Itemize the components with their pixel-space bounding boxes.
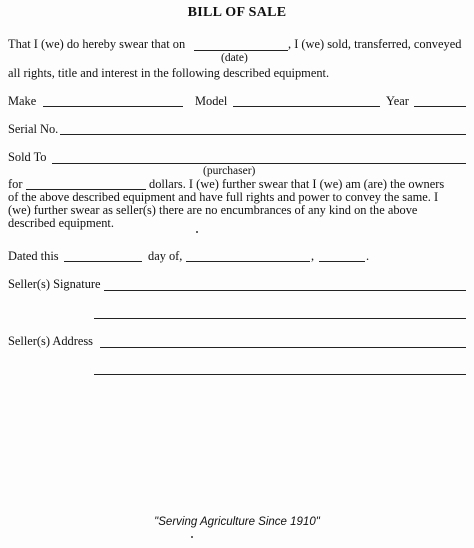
form-title: BILL OF SALE — [187, 5, 287, 20]
year-signed-field[interactable] — [319, 261, 365, 262]
dated-label: Dated this — [8, 249, 59, 263]
year-label: Year — [386, 94, 409, 108]
seller-signature-label: Seller(s) Signature — [8, 277, 101, 291]
encumbrance-statement-line1: (we) further swear as seller(s) there are no encumbrances of any kind on the above — [8, 203, 418, 217]
seller-address-field-2[interactable] — [94, 374, 466, 375]
for-label: for — [8, 177, 23, 191]
purchaser-caption: (purchaser) — [203, 165, 256, 177]
sale-statement-end: all rights, title and interest in the following described equipment. — [8, 66, 330, 80]
model-label: Model — [195, 94, 228, 108]
seller-address-label: Seller(s) Address — [8, 334, 93, 348]
make-field[interactable] — [43, 106, 183, 107]
seller-signature-field-2[interactable] — [94, 318, 466, 319]
date-caption: (date) — [221, 52, 248, 64]
sale-date-field[interactable] — [194, 50, 288, 51]
sale-statement-start: That I (we) do hereby swear that on — [8, 37, 186, 51]
day-field[interactable] — [64, 261, 142, 262]
scan-speck — [196, 231, 198, 233]
ownership-statement-line2: of the above described equipment and have full rights and power to convey the same. I — [8, 190, 439, 204]
year-field[interactable] — [414, 106, 466, 107]
sold-to-label: Sold To — [8, 150, 47, 164]
purchaser-field[interactable] — [52, 163, 466, 164]
date-comma: , — [311, 249, 315, 263]
make-label: Make — [8, 94, 37, 108]
ownership-statement-line1: dollars. I (we) further swear that I (we) am (are) the owners — [149, 177, 445, 191]
seller-address-field[interactable] — [100, 347, 466, 348]
serial-number-field[interactable] — [60, 134, 466, 135]
seller-signature-field[interactable] — [104, 290, 466, 291]
scan-speck — [191, 536, 193, 538]
encumbrance-statement-line2: described equipment. — [8, 216, 114, 230]
serial-number-label: Serial No. — [8, 122, 59, 136]
model-field[interactable] — [233, 106, 380, 107]
month-field[interactable] — [186, 261, 310, 262]
footer-slogan: "Serving Agriculture Since 1910" — [154, 516, 320, 528]
sale-statement-continued: , I (we) sold, transferred, conveyed — [288, 37, 462, 51]
date-period: . — [366, 249, 370, 263]
day-of-label: day of, — [148, 249, 183, 263]
